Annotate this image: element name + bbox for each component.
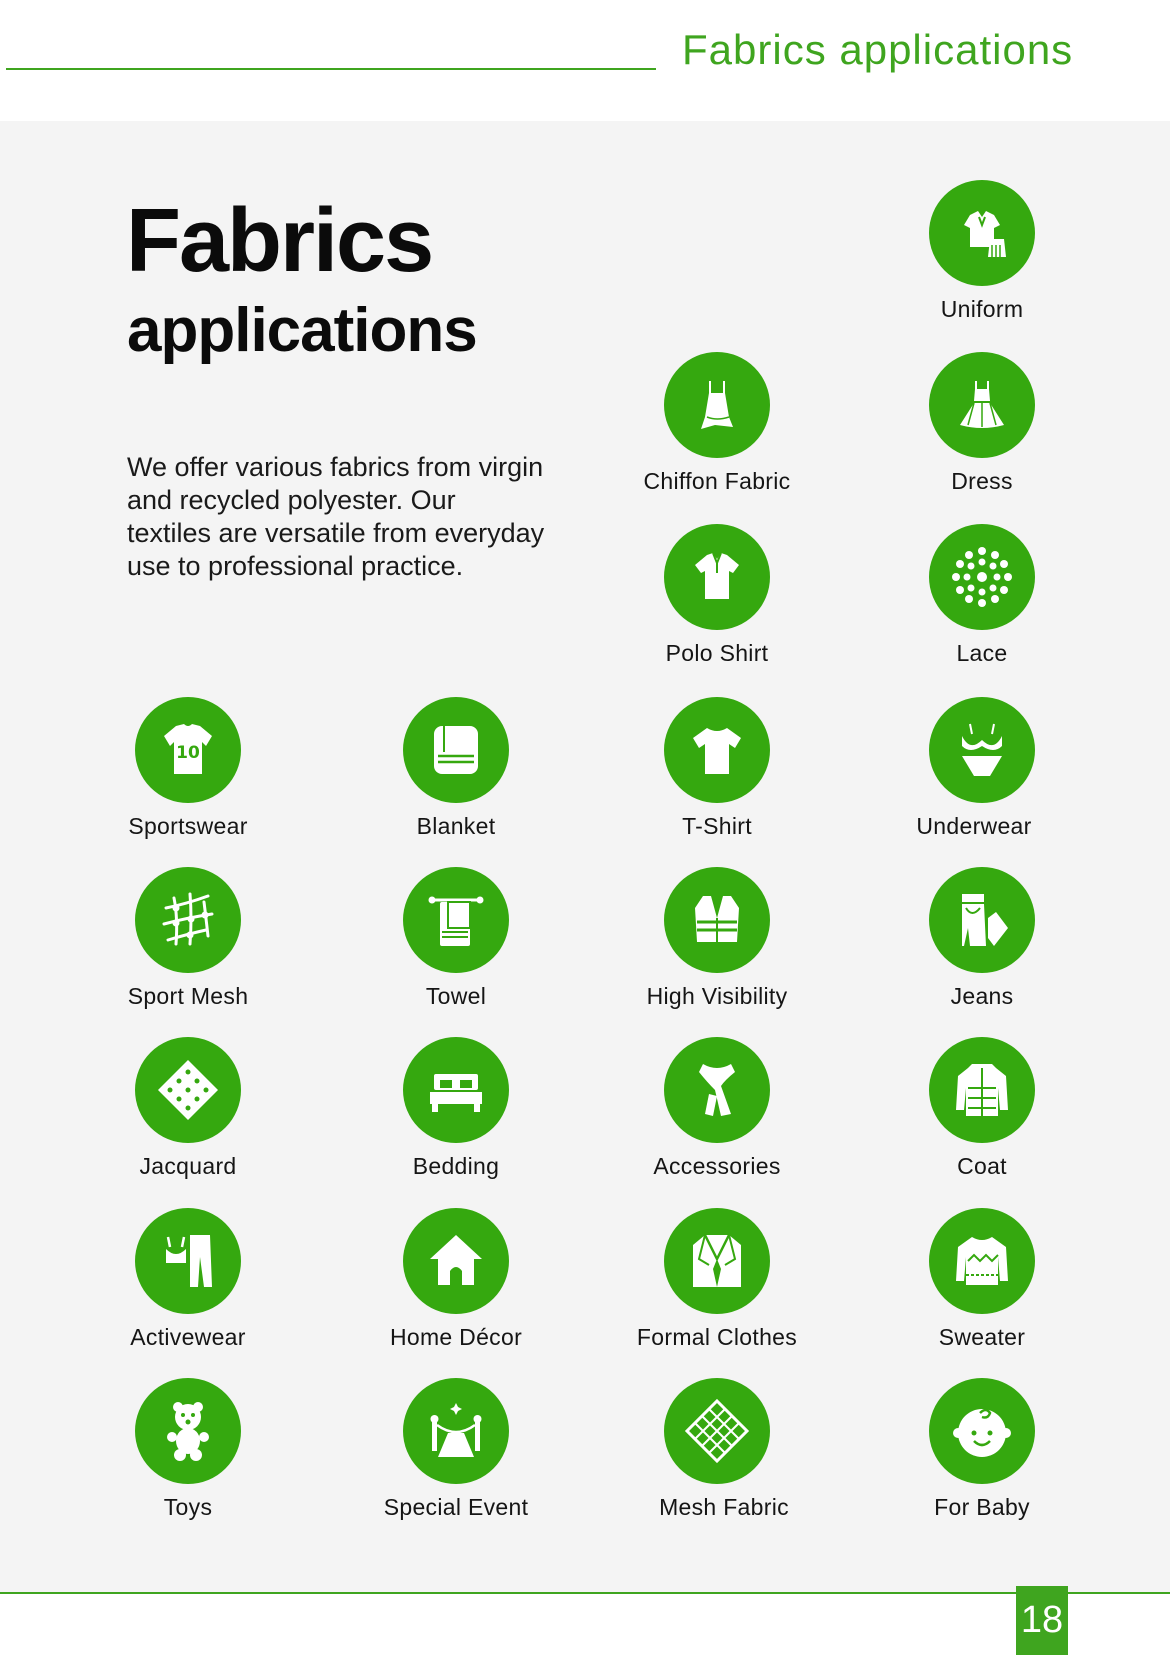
- application-label: High Visibility: [646, 983, 788, 1009]
- application-label: For Baby: [934, 1494, 1030, 1520]
- application-label: Accessories: [653, 1153, 781, 1179]
- towel-icon: [403, 867, 509, 973]
- application-special-event: [346, 1378, 566, 1538]
- header-title: Fabrics applications: [682, 26, 1074, 73]
- application-jeans: [872, 867, 1092, 1027]
- page-title: Fabrics: [126, 191, 433, 291]
- application-label: Blanket: [416, 813, 496, 839]
- application-jacquard: [78, 1037, 298, 1197]
- application-accessories: [607, 1037, 827, 1197]
- application-formal-clothes: [607, 1208, 827, 1368]
- application-label: Sweater: [938, 1324, 1026, 1350]
- application-label: Sportswear: [128, 813, 248, 839]
- page-number: 18: [1016, 1586, 1068, 1655]
- application-chiffon-fabric: [607, 352, 827, 512]
- teddy-bear-icon: [135, 1378, 241, 1484]
- activewear-icon: [135, 1208, 241, 1314]
- application-label: Formal Clothes: [636, 1324, 798, 1350]
- polo-shirt-icon: [664, 524, 770, 630]
- application-label: Dress: [951, 468, 1013, 494]
- application-blanket: [346, 697, 566, 857]
- uniform-icon: [929, 180, 1035, 286]
- header-rule: [6, 68, 656, 70]
- bed-icon: [403, 1037, 509, 1143]
- jersey-icon: [135, 697, 241, 803]
- scarf-icon: [664, 1037, 770, 1143]
- application-label: Underwear: [916, 813, 1032, 839]
- application-label: Polo Shirt: [665, 640, 769, 666]
- dress-icon: [929, 352, 1035, 458]
- house-icon: [403, 1208, 509, 1314]
- application-for-baby: [872, 1378, 1092, 1538]
- application-label: Sport Mesh: [127, 983, 249, 1009]
- application-label: Special Event: [383, 1494, 529, 1520]
- chiffon-top-icon: [664, 352, 770, 458]
- footer-rule: [0, 1592, 1170, 1594]
- lace-icon: [929, 524, 1035, 630]
- t-shirt-icon: [664, 697, 770, 803]
- application-toys: [78, 1378, 298, 1538]
- application-sport-mesh: [78, 867, 298, 1027]
- page-subtitle: applications: [127, 296, 477, 365]
- underwear-icon: [929, 697, 1035, 803]
- application-coat: [872, 1037, 1092, 1197]
- application-label: T-Shirt: [682, 813, 752, 839]
- application-sportswear: [78, 697, 298, 857]
- blanket-icon: [403, 697, 509, 803]
- application-lace: [872, 524, 1092, 684]
- application-label: Jacquard: [139, 1153, 237, 1179]
- application-towel: [346, 867, 566, 1027]
- application-dress: [872, 352, 1092, 512]
- net-icon: [135, 867, 241, 973]
- application-polo-shirt: [607, 524, 827, 684]
- intro-paragraph: We offer various fabrics from virgin and recycled polyester. Our textiles are versatile from everyday use to professional practice.: [127, 452, 545, 581]
- suit-icon: [664, 1208, 770, 1314]
- coat-icon: [929, 1037, 1035, 1143]
- sweater-icon: [929, 1208, 1035, 1314]
- application-label: Coat: [957, 1153, 1007, 1179]
- application-sweater: [872, 1208, 1092, 1368]
- application-label: Home Décor: [389, 1324, 523, 1350]
- application-uniform: [872, 180, 1092, 340]
- mesh-fabric-icon: [664, 1378, 770, 1484]
- application-label: Toys: [163, 1494, 213, 1520]
- application-label: Towel: [425, 983, 487, 1009]
- application-label: Bedding: [412, 1153, 500, 1179]
- red-carpet-icon: [403, 1378, 509, 1484]
- application-label: Uniform: [940, 296, 1024, 322]
- application-label: Chiffon Fabric: [643, 468, 791, 494]
- jeans-icon: [929, 867, 1035, 973]
- application-label: Activewear: [130, 1324, 246, 1350]
- baby-face-icon: [929, 1378, 1035, 1484]
- application-activewear: [78, 1208, 298, 1368]
- application-t-shirt: [607, 697, 827, 857]
- application-high-visibility: [607, 867, 827, 1027]
- application-home-decor: [346, 1208, 566, 1368]
- application-bedding: [346, 1037, 566, 1197]
- jacquard-icon: [135, 1037, 241, 1143]
- application-underwear: [864, 697, 1084, 857]
- svg-text:10: 10: [176, 743, 200, 763]
- application-label: Jeans: [950, 983, 1014, 1009]
- safety-vest-icon: [664, 867, 770, 973]
- application-label: Mesh Fabric: [659, 1494, 789, 1520]
- application-mesh-fabric: [614, 1378, 834, 1538]
- application-label: Lace: [956, 640, 1008, 666]
